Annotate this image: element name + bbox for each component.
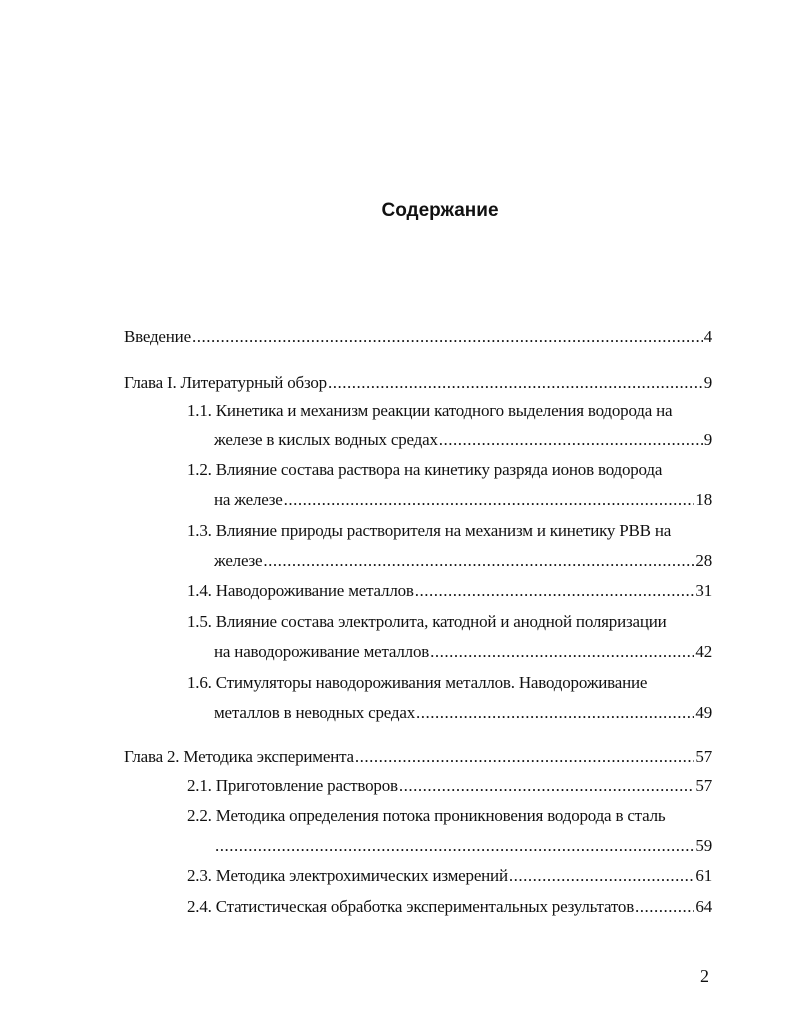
toc-entry-1-5-line1: 1.5. Влияние состава электролита, катодной и анодной поляризации — [187, 612, 667, 631]
entry-page: 31 — [695, 581, 712, 600]
dot-leader — [263, 550, 694, 572]
page-title: Содержание — [381, 200, 499, 221]
toc-entry-1-2-line1: 1.2. Влияние состава раствора на кинетику разряда ионов водорода — [187, 460, 663, 479]
dot-leader — [399, 775, 695, 797]
entry-page: 64 — [695, 897, 712, 916]
dot-leader — [430, 641, 694, 663]
entry-page: 4 — [703, 327, 712, 346]
entry-page: 28 — [695, 551, 712, 570]
toc-entry-1-3 — [214, 550, 712, 572]
entry-text: железе — [214, 551, 263, 570]
entry-page: 9 — [703, 430, 712, 449]
toc-entry-introduction — [124, 326, 712, 348]
dot-leader — [635, 896, 694, 918]
entry-text: 2.3. Методика электрохимических измерений — [187, 866, 508, 885]
toc-entry-2-4 — [187, 896, 712, 918]
entry-page: 9 — [703, 373, 712, 392]
toc-entry-1-6-line1: 1.6. Стимуляторы наводороживания металлов. Наводороживание — [187, 673, 648, 692]
dot-leader — [355, 746, 695, 768]
toc-entry-1-4 — [187, 580, 712, 602]
dot-leader — [416, 702, 694, 724]
entry-page: 42 — [695, 642, 712, 661]
dot-leader — [192, 326, 703, 348]
entry-text: на наводороживание металлов — [214, 642, 430, 661]
entry-text: Глава 2. Методика эксперимента — [124, 747, 354, 766]
entry-page: 49 — [695, 703, 712, 722]
dot-leader — [415, 580, 695, 602]
toc-entry-1-3-line1: 1.3. Влияние природы растворителя на механизм и кинетику РВВ на — [187, 521, 672, 540]
toc-entry-chapter-2 — [124, 746, 712, 768]
entry-text: на железе — [214, 490, 283, 509]
entry-page: 57 — [695, 776, 712, 795]
entry-text: 1.4. Наводороживание металлов — [187, 581, 414, 600]
page-number: 2 — [700, 966, 709, 986]
entry-text: Введение — [124, 327, 191, 346]
entry-text: 2.4. Статистическая обработка экспериментальных результатов — [187, 897, 635, 916]
toc-entry-2-3 — [187, 865, 712, 887]
entry-page: 59 — [695, 836, 712, 855]
entry-page: 18 — [695, 490, 712, 509]
entry-text: 2.1. Приготовление растворов — [187, 776, 398, 795]
dot-leader — [215, 835, 694, 857]
entry-text: железе в кислых водных средах — [214, 430, 438, 449]
dot-leader — [439, 429, 703, 451]
dot-leader — [328, 372, 703, 394]
dot-leader — [509, 865, 695, 887]
entry-page: 61 — [695, 866, 712, 885]
entry-text: Глава I. Литературный обзор — [124, 373, 327, 392]
dot-leader — [284, 489, 695, 511]
toc-entry-2-1 — [187, 775, 712, 797]
toc-entry-2-2-line1: 2.2. Методика определения потока проникновения водорода в сталь — [187, 806, 666, 825]
toc-entry-1-5 — [214, 641, 712, 663]
toc-entry-1-1 — [214, 429, 712, 451]
toc-entry-1-2 — [214, 489, 712, 511]
toc-entry-chapter-1 — [124, 372, 712, 394]
toc-entry-1-1-line1: 1.1. Кинетика и механизм реакции катодного выделения водорода на — [187, 401, 673, 420]
entry-text: металлов в неводных средах — [214, 703, 415, 722]
toc-entry-2-2 — [214, 835, 712, 857]
entry-page: 57 — [695, 747, 712, 766]
toc-entry-1-6 — [214, 702, 712, 724]
